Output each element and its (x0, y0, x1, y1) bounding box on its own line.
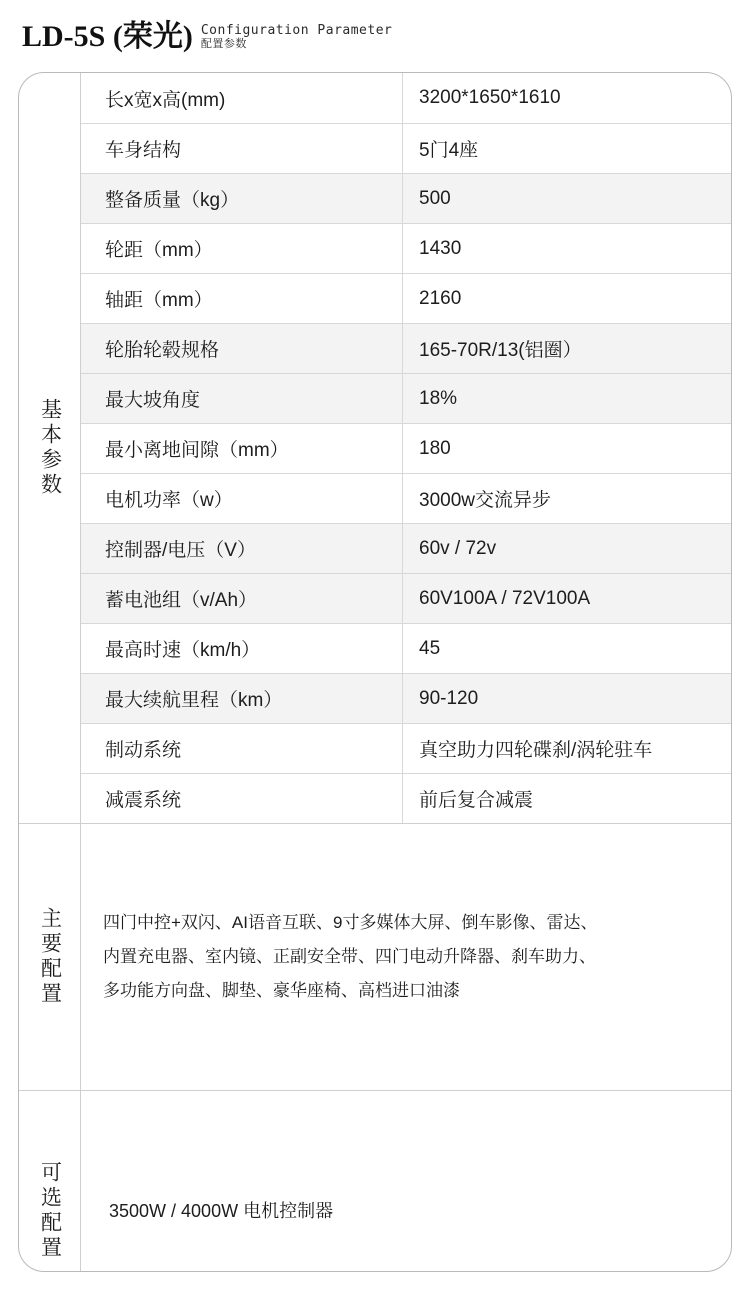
spec-value: 45 (419, 637, 441, 659)
group-label-optional-config (19, 1091, 81, 1272)
page-title: LD-5S (荣光) (22, 20, 193, 53)
group-label-main-config (19, 824, 81, 1090)
table-row (81, 423, 731, 473)
spec-value: 165-70R/13(铝圈） (419, 340, 582, 361)
spec-value: 90-120 (419, 687, 479, 709)
group-body-main-config (81, 824, 731, 1090)
table-row (81, 123, 731, 173)
spec-value: 前后复合减震 (419, 790, 534, 811)
spec-name: 长x宽x高(mm) (81, 73, 403, 123)
group-label-optional-config-text: 可选配置 (38, 1161, 62, 1261)
spec-value: 5门4座 (419, 140, 479, 161)
group-label-basic-text: 基本参数 (38, 398, 62, 498)
main-config-content (81, 824, 731, 1090)
spec-value: 真空助力四轮碟刹/涡轮驻车 (419, 740, 653, 761)
spec-name: 轮距（mm） (81, 224, 403, 273)
spec-name: 整备质量（kg） (81, 174, 403, 223)
group-main-configuration (19, 823, 731, 1090)
spec-value: 60V100A / 72V100A (419, 587, 591, 609)
spec-name: 车身结构 (81, 124, 403, 173)
group-optional-configuration (19, 1090, 731, 1272)
table-row (81, 173, 731, 223)
table-row (81, 523, 731, 573)
table-row (81, 623, 731, 673)
table-row (81, 673, 731, 723)
table-row (81, 73, 731, 123)
spec-value: 60v / 72v (419, 537, 497, 559)
main-config-line: 四门中控+双闪、AI语音互联、9寸多媒体大屏、倒车影像、雷达、 (103, 913, 598, 932)
subtitle-chinese: 配置参数 (200, 38, 247, 50)
spec-value: 3200*1650*1610 (419, 87, 561, 108)
table-row (81, 573, 731, 623)
specification-table (18, 72, 732, 1272)
group-basic-parameters (19, 73, 731, 823)
main-config-line: 多功能方向盘、脚垫、豪华座椅、高档进口油漆 (103, 981, 460, 1000)
spec-value: 18% (419, 387, 458, 409)
table-row (81, 723, 731, 773)
main-config-line: 内置充电器、室内镜、正副安全带、四门电动升降器、刹车助力、 (103, 947, 596, 966)
table-row (81, 273, 731, 323)
subtitle-english: Configuration Parameter (200, 23, 393, 38)
table-row (81, 473, 731, 523)
table-row (81, 373, 731, 423)
spec-name: 制动系统 (81, 724, 403, 773)
spec-value: 2160 (419, 287, 462, 309)
spec-value: 1430 (419, 237, 462, 259)
table-row (81, 323, 731, 373)
page-header (22, 20, 392, 54)
group-label-basic (19, 73, 81, 823)
spec-name: 轴距（mm） (81, 274, 403, 323)
spec-value: 180 (419, 437, 451, 459)
page-subtitle (201, 23, 393, 54)
spec-name: 最小离地间隙（mm） (81, 424, 403, 473)
spec-name: 控制器/电压（V） (81, 524, 403, 573)
spec-name: 减震系统 (81, 774, 403, 823)
table-row (81, 223, 731, 273)
spec-name: 蓄电池组（v/Ah） (81, 574, 403, 623)
spec-name: 最高时速（km/h） (81, 624, 403, 673)
spec-name: 轮胎轮毂规格 (81, 324, 403, 373)
optional-config-content (81, 1091, 731, 1272)
spec-value: 3000w交流异步 (419, 490, 551, 511)
optional-config-line: 3500W / 4000W 电机控制器 (109, 1201, 334, 1221)
spec-name: 最大续航里程（km） (81, 674, 403, 723)
group-body-optional-config (81, 1091, 731, 1272)
spec-name: 最大坡角度 (81, 374, 403, 423)
group-body-basic (81, 73, 731, 823)
table-row (81, 773, 731, 823)
spec-value: 500 (419, 187, 451, 209)
group-label-main-config-text: 主要配置 (38, 907, 62, 1007)
spec-name: 电机功率（w） (81, 474, 403, 523)
